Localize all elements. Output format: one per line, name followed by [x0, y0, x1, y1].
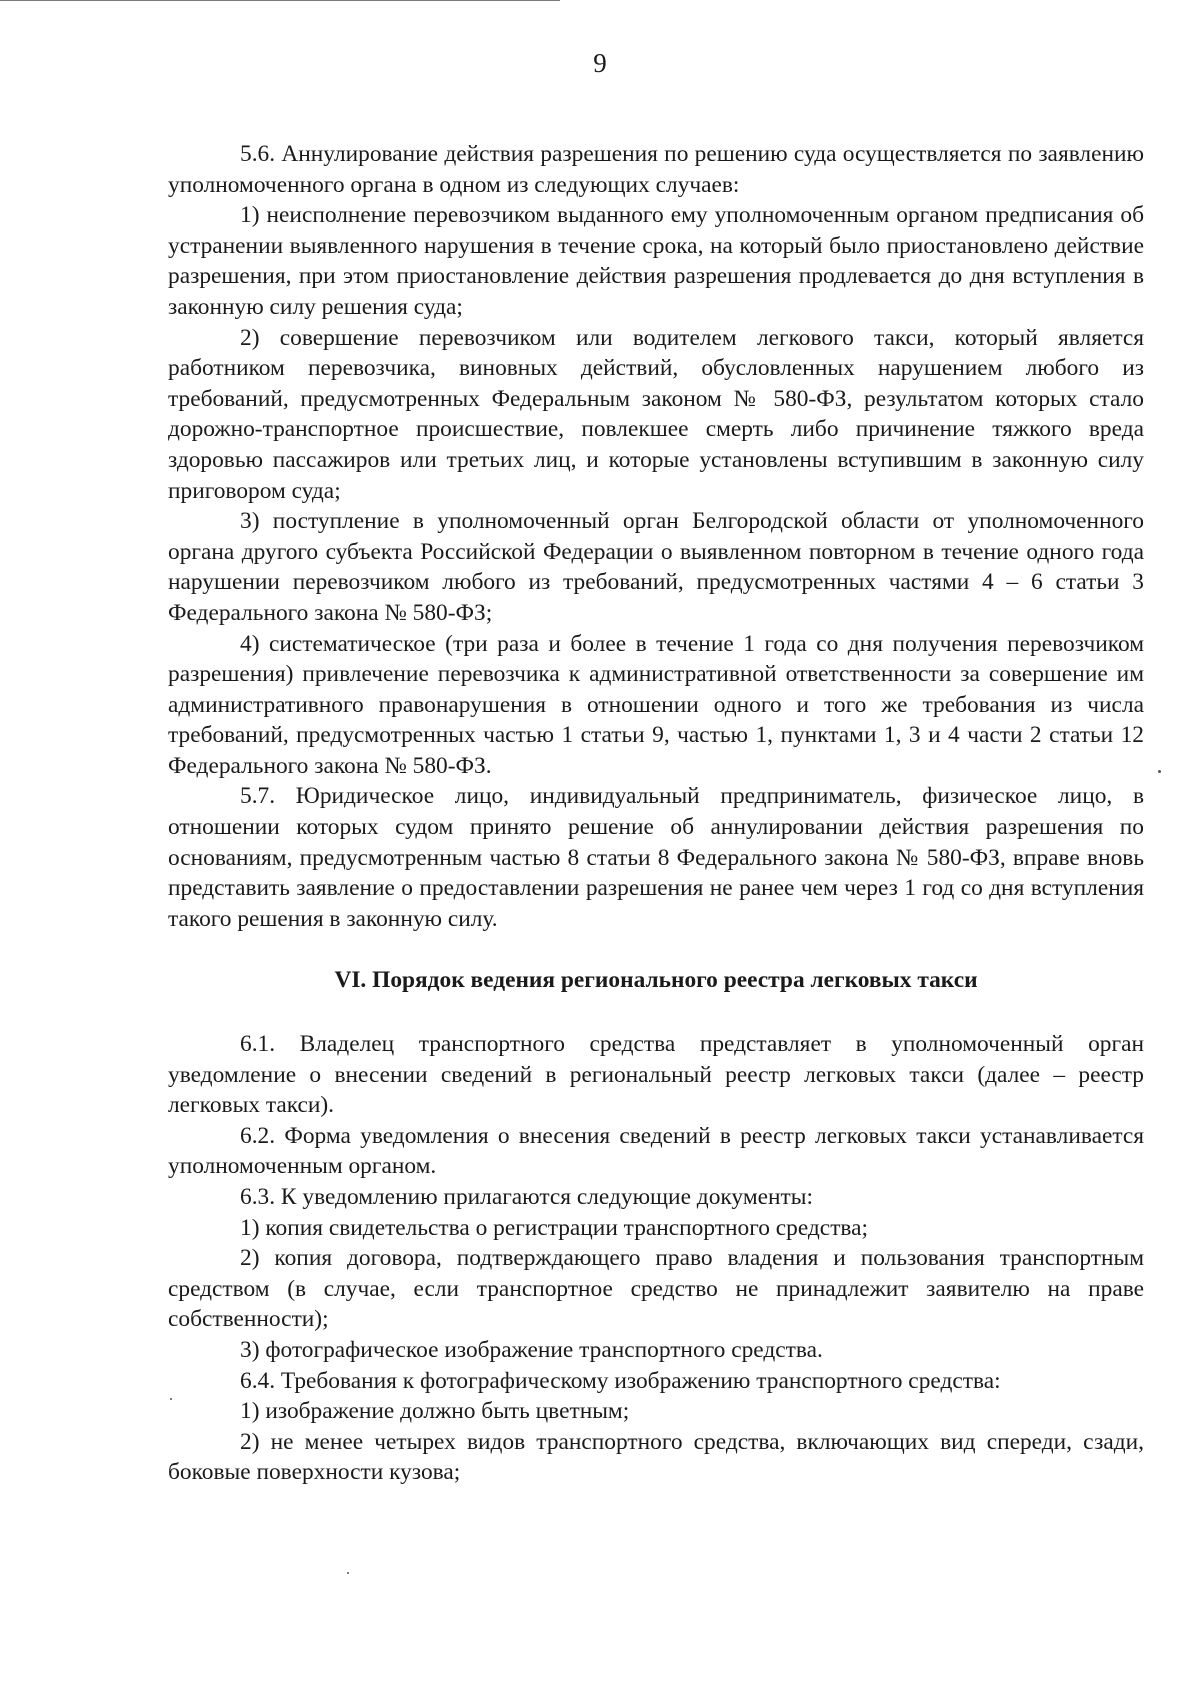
paragraph-5-7: 5.7. Юридическое лицо, индивидуальный предприниматель, физическое лицо, в отношении которых судом принято решение об аннулировании действия разрешения по основаниям, предусмотренным частью 8 статьи 8 Федерального закона № 580-ФЗ, вправе вновь представить заявление о предоставлении разрешения не ранее чем через 1 год со дня вступления такого решения в законную силу. — [168, 783, 1144, 932]
section-title: VI. Порядок ведения регионального реестра легковых такси — [334, 967, 978, 994]
list-item-6-4-1: 1) изображение должно быть цветным; — [240, 1398, 630, 1425]
paragraph-6-2: 6.2. Форма уведомления о внесения сведений в реестр легковых такси устанавливается уполномоченным органом. — [168, 1122, 1144, 1180]
page-number: 9 — [593, 48, 607, 78]
document-body — [168, 139, 1144, 1488]
paragraph-5-6: 5.6. Аннулирование действия разрешения по решению суда осуществляется по заявлению уполномоченного органа в одном из следующих случаев: — [168, 141, 1144, 198]
list-item-5-6-3: 3) поступление в уполномоченный орган Белгородской области от уполномоченного органа другого субъекта Российской Федерации о выявленном повторном в течение одного года нарушении перевозчиком любого из требований, предусмотренных частями 4 – 6 статьи 3 Федерального закона № 580-ФЗ; — [168, 508, 1144, 626]
list-item-5-6-1: 1) неисполнение перевозчиком выданного ему уполномоченным органом предписания об устранении выявленного нарушения в течение срока, на который было приостановлено действие разрешения, при этом приостановление действия разрешения продлевается до дня вступления в законную силу решения суда; — [168, 202, 1144, 320]
paragraph-6-4: 6.4. Требования к фотографическому изображению транспортного средства: — [240, 1367, 1001, 1394]
list-item-5-6-2: 2) совершение перевозчиком или водителем легкового такси, который является работником перевозчика, виновных действий, обусловленных нарушением любого из требований, предусмотренных Федеральным законом № 580-ФЗ, результатом которых стало дорожно-транспортное происшествие, повлекшее смерть либо причинение тяжкого вреда здоровью пассажиров или третьих лиц, и которые установлены вступившим в законную силу приговором суда; — [168, 324, 1144, 504]
list-item-6-4-2: 2) не менее четырех видов транспортного средства, включающих вид спереди, сзади, боковые поверхности кузова; — [168, 1428, 1144, 1486]
scan-speck — [347, 1572, 349, 1574]
list-item-6-3-1: 1) копия свидетельства о регистрации транспортного средства; — [240, 1214, 869, 1241]
paragraph-6-1: 6.1. Владелец транспортного средства представляет в уполномоченный орган уведомление о внесении сведений в региональный реестр легковых такси (далее – реестр легковых такси). — [168, 1031, 1144, 1119]
scan-speck — [1158, 770, 1161, 773]
scan-top-edge-line — [0, 0, 560, 1]
paragraph-6-3: 6.3. К уведомлению прилагаются следующие документы: — [240, 1184, 813, 1210]
list-item-6-3-2: 2) копия договора, подтверждающего право владения и пользования транспортным средством (в случае, если транспортное средство не принадлежит заявителю на праве собственности); — [168, 1245, 1144, 1333]
list-item-6-3-3: 3) фотографическое изображение транспортного средства. — [240, 1336, 823, 1363]
list-item-5-6-4: 4) систематическое (три раза и более в течение 1 года со дня получения перевозчиком разрешения) привлечение перевозчика к административной ответственности за совершение им административного правонарушения в отношении одного и того же требования из числа требований, предусмотренных частью 1 статьи 9, частью 1, пунктами 1, 3 и 4 части 2 статьи 12 Федерального закона № 580-ФЗ. — [168, 630, 1144, 779]
scan-speck — [170, 1398, 172, 1400]
